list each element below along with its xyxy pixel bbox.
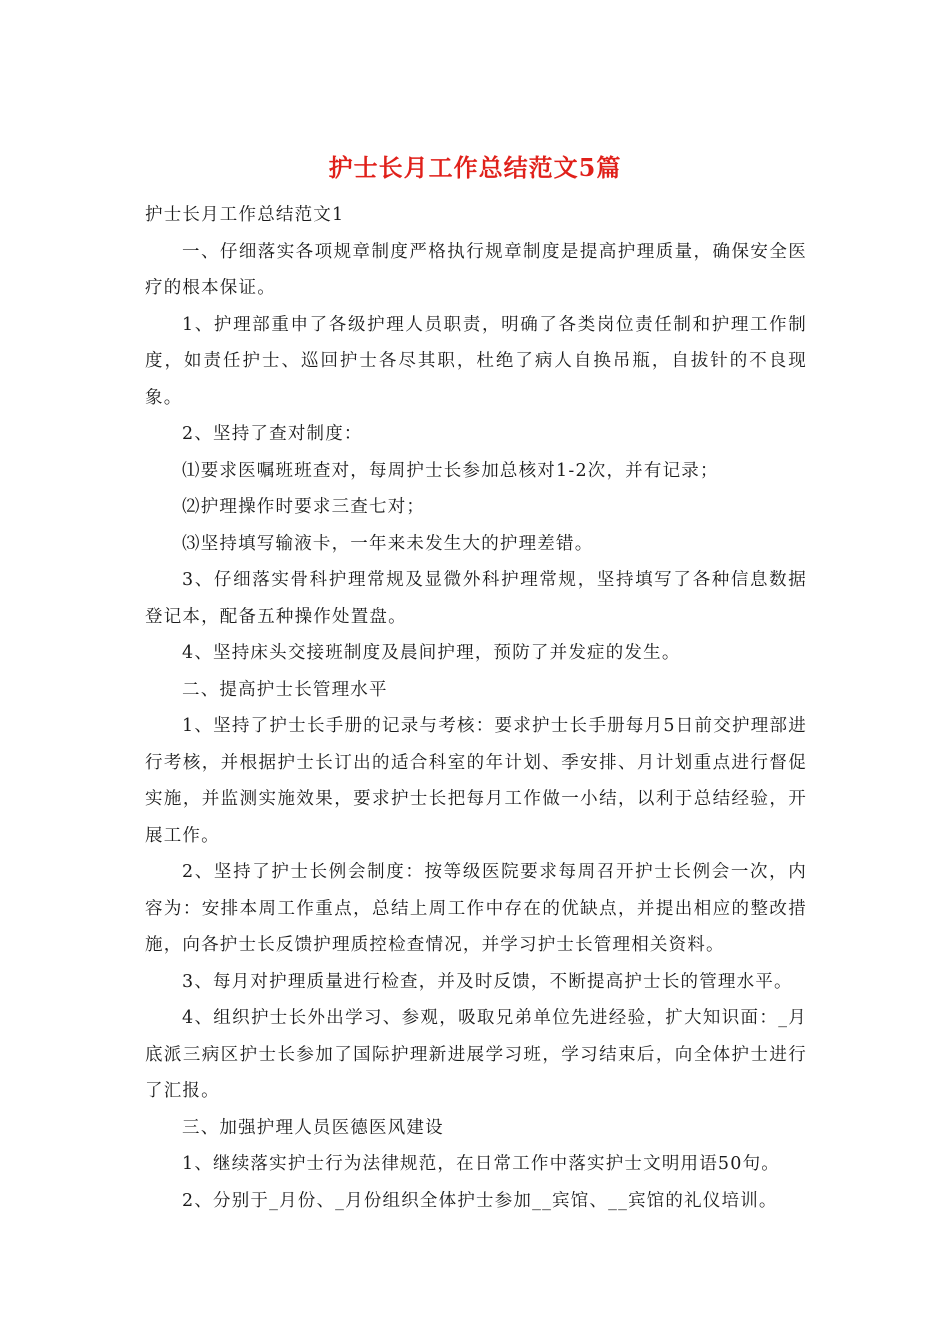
paragraph: 3、每月对护理质量进行检查，并及时反馈，不断提高护士长的管理水平。: [182, 971, 793, 992]
paragraph: 1、继续落实护士行为法律规范，在日常工作中落实护士文明用语50句。: [182, 1154, 780, 1174]
paragraph: 1、坚持了护士长手册的记录与考核：要求护士长手册每月5日前交护理部进行考核，并根据护士长订出的适合科室的年计划、季安排、月计划重点进行督促实施，并监测实施效果，要求护士长把每月工作做一小结，以利于总结经验，开展工作。: [145, 716, 807, 846]
document-body: [145, 197, 807, 1219]
paragraph: 2、坚持了护士长例会制度：按等级医院要求每周召开护士长例会一次，内容为：安排本周工作重点，总结上周工作中存在的优缺点，并提出相应的整改措施，向各护士长反馈护理质控检查情况，并学习护士长管理相关资料。: [145, 862, 807, 955]
paragraph: ⑵护理操作时要求三查七对；: [182, 497, 426, 517]
paragraph: 2、分别于_月份、_月份组织全体护士参加__宾馆、__宾馆的礼仪培训。: [182, 1190, 778, 1211]
paragraph: 3、仔细落实骨科护理常规及显微外科护理常规，坚持填写了各种信息数据登记本，配备五种操作处置盘。: [145, 570, 807, 627]
document-title: 护士长月工作总结范文5篇: [328, 153, 622, 182]
paragraph: 1、护理部重申了各级护理人员职责，明确了各类岗位责任制和护理工作制度，如责任护士、巡回护士各尽其职，杜绝了病人自换吊瓶，自拔针的不良现象。: [145, 314, 807, 408]
paragraph: ⑶坚持填写输液卡，一年来未发生大的护理差错。: [182, 533, 594, 554]
paragraph: 一、仔细落实各项规章制度严格执行规章制度是提高护理质量，确保安全医疗的根本保证。: [145, 241, 807, 298]
paragraph: 2、坚持了查对制度：: [182, 424, 363, 444]
paragraph: 二、提高护士长管理水平: [182, 679, 388, 700]
paragraph: 三、加强护理人员医德医风建设: [182, 1117, 444, 1138]
paragraph: 4、组织护士长外出学习、参观，吸取兄弟单位先进经验，扩大知识面：_月底派三病区护士长参加了国际护理新进展学习班，学习结束后，向全体护士进行了汇报。: [145, 1008, 807, 1101]
paragraph: 4、坚持床头交接班制度及晨间护理，预防了并发症的发生。: [182, 643, 681, 663]
paragraph: ⑴要求医嘱班班查对，每周护士长参加总核对1-2次，并有记录；: [182, 460, 719, 481]
section-heading: 护士长月工作总结范文1: [145, 205, 345, 225]
